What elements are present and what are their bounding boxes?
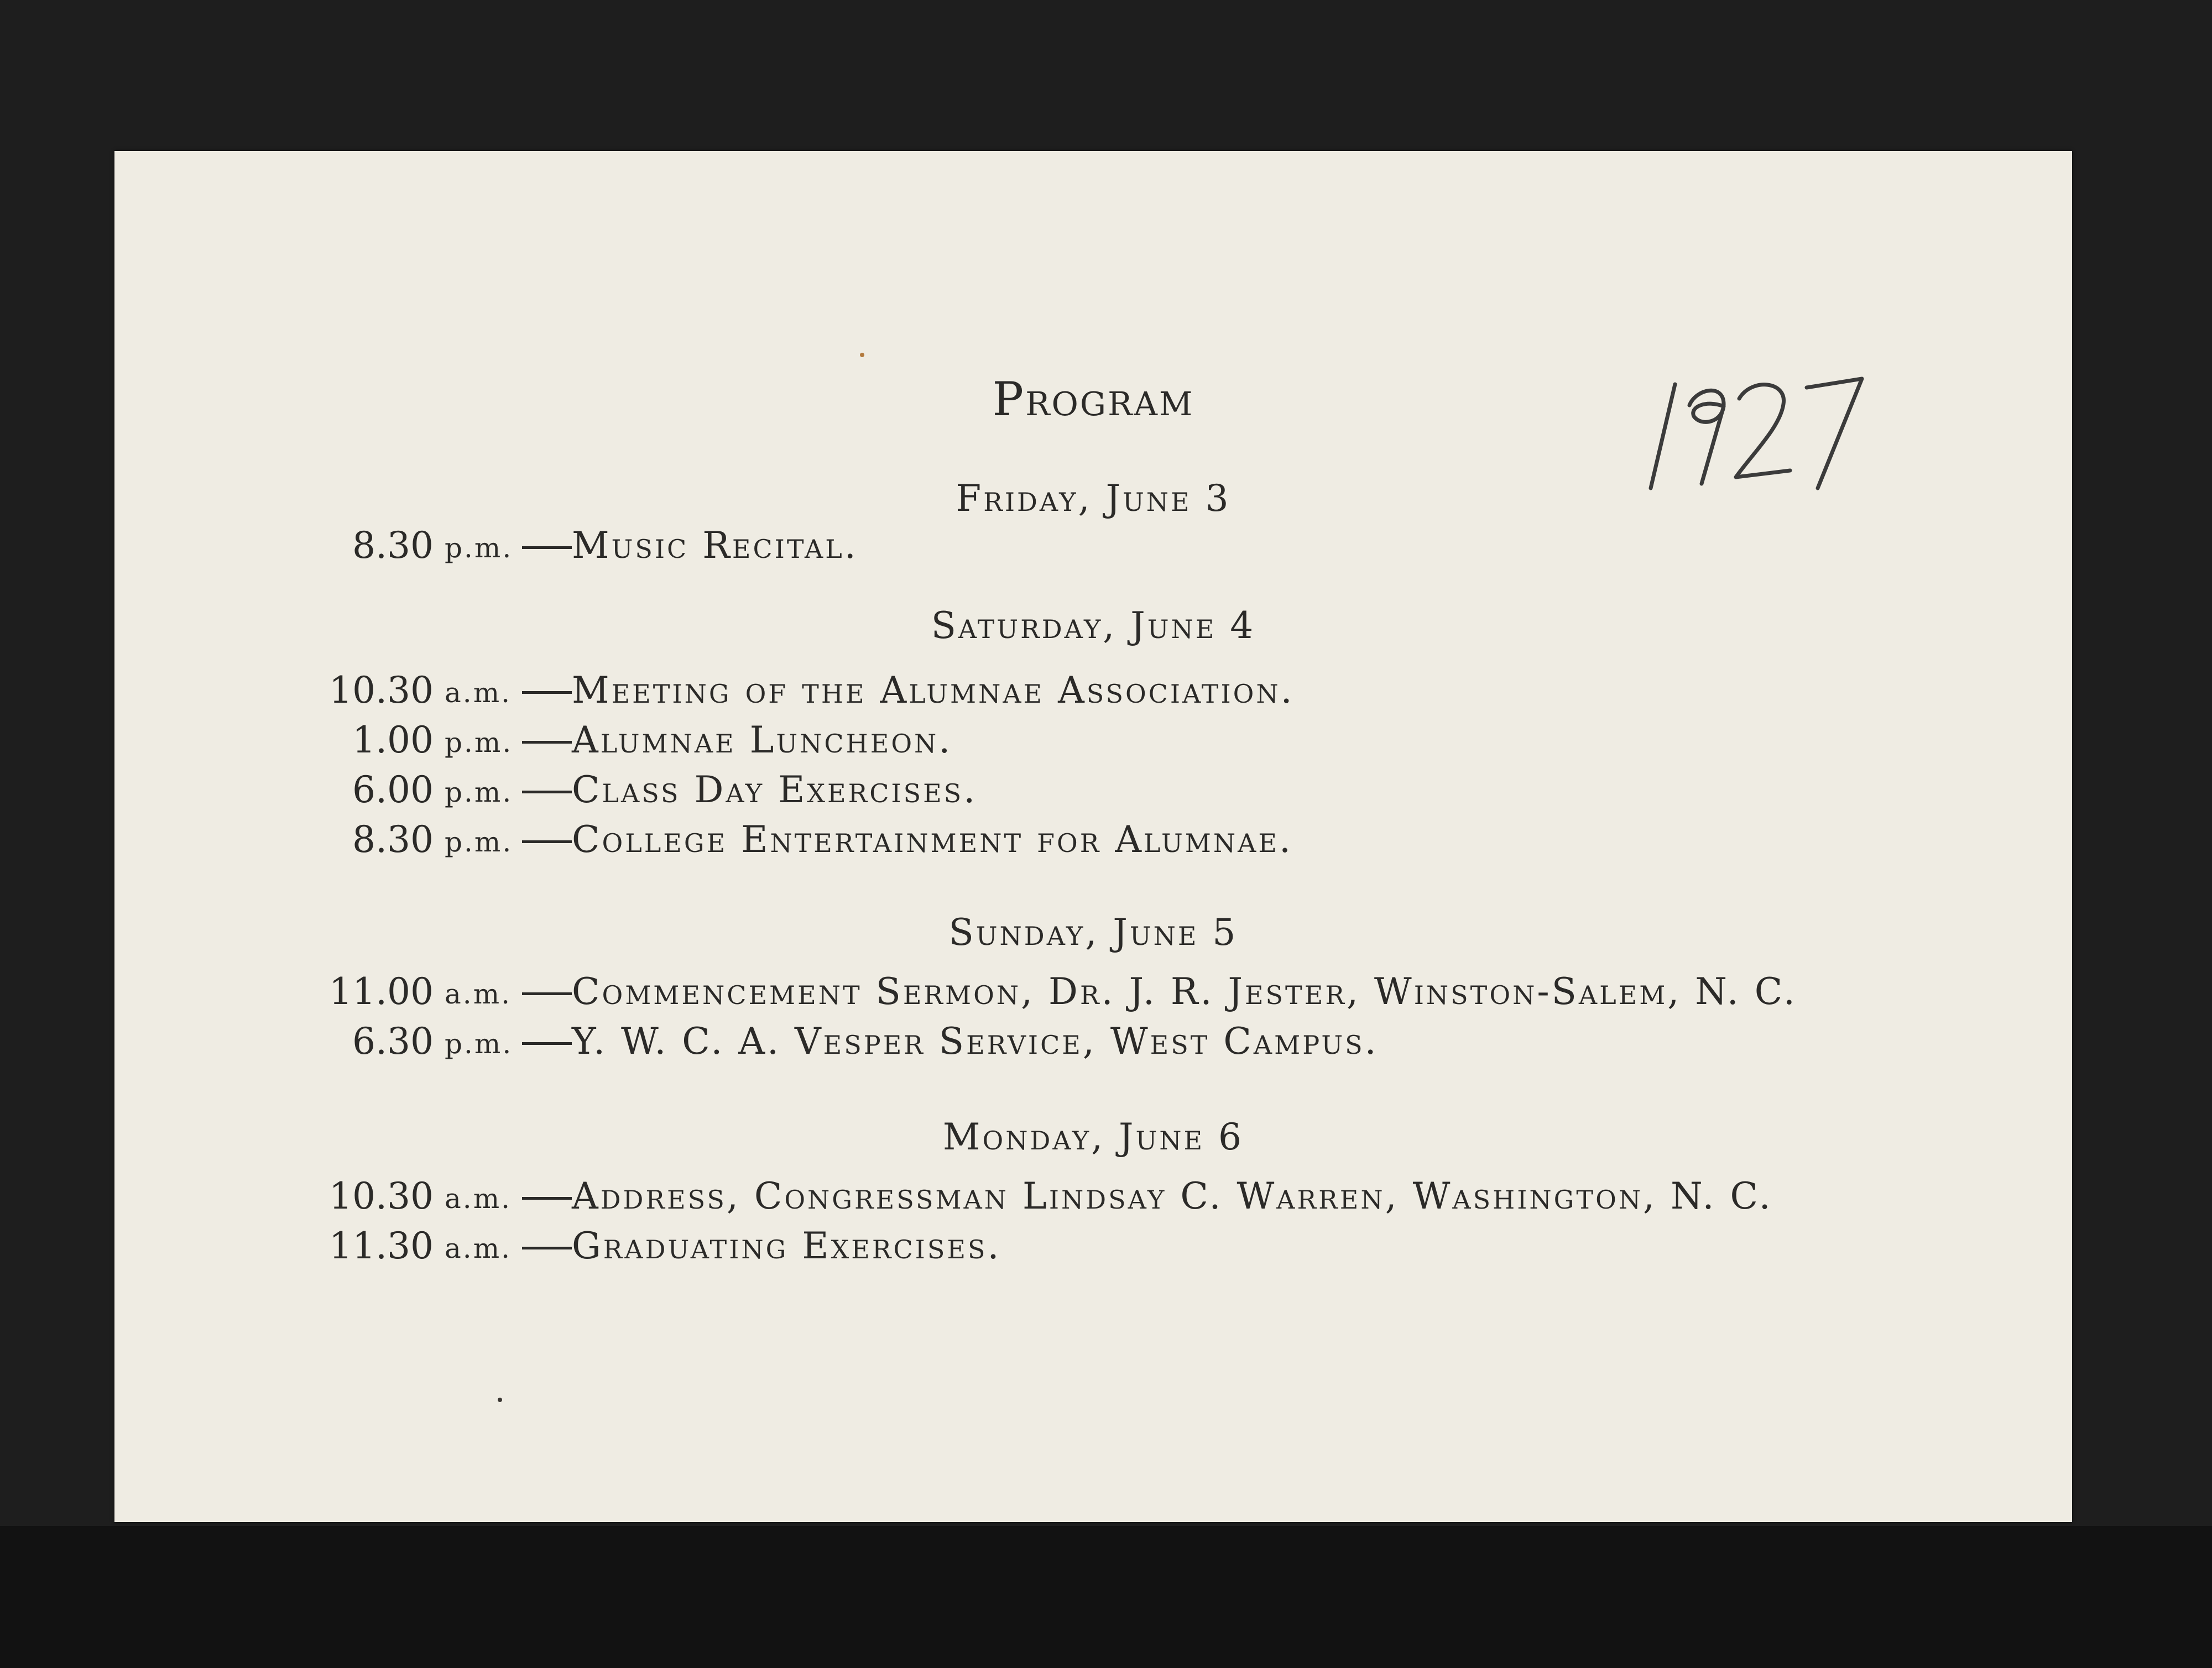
entry-time: 6.00 (352, 768, 434, 811)
entry-time: 11.00 (329, 970, 434, 1013)
entry-event: Meeting of the Alumnae Association. (572, 669, 1295, 712)
entry-time: 10.30 (329, 669, 434, 712)
entry-meridiem: p.m. (445, 1028, 513, 1060)
em-dash (522, 1247, 572, 1249)
entry-meridiem: a.m. (445, 1232, 512, 1264)
day-heading-monday: Monday, June 6 (942, 1116, 1244, 1158)
em-dash (522, 741, 572, 744)
entry-event: Address, Congressman Lindsay C. Warren, Washington, N. C. (572, 1175, 1773, 1217)
entry-meridiem: a.m. (445, 978, 512, 1010)
entry-event: Alumnae Luncheon. (572, 719, 953, 761)
entry-meridiem: a.m. (445, 677, 512, 709)
em-dash (522, 992, 572, 995)
entry-time: 11.30 (329, 1225, 434, 1267)
entry-time: 8.30 (352, 524, 434, 567)
entry-time: 6.30 (352, 1020, 434, 1063)
em-dash (522, 791, 572, 793)
day-heading-sunday: Sunday, June 5 (948, 911, 1238, 954)
entry-event: Graduating Exercises. (572, 1225, 1001, 1267)
entry-event: Music Recital. (572, 524, 858, 567)
paper-speck (860, 353, 864, 357)
entry-meridiem: a.m. (445, 1183, 512, 1215)
em-dash (522, 840, 572, 843)
em-dash (522, 1197, 572, 1200)
entry-meridiem: p.m. (445, 776, 513, 808)
day-heading-saturday: Saturday, June 4 (931, 604, 1256, 647)
entry-time: 1.00 (352, 719, 434, 761)
program-card (114, 151, 2072, 1522)
day-heading-friday: Friday, June 3 (956, 477, 1231, 520)
em-dash (522, 1042, 572, 1045)
entry-meridiem: p.m. (445, 726, 513, 759)
entry-time: 10.30 (329, 1175, 434, 1217)
lower-backdrop (0, 1526, 2212, 1668)
program-title: Program (992, 372, 1194, 426)
entry-meridiem: p.m. (445, 532, 513, 564)
entry-event: Class Day Exercises. (572, 768, 978, 811)
entry-event: College Entertainment for Alumnae. (572, 818, 1293, 861)
entry-event: Commencement Sermon, Dr. J. R. Jester, Winston-Salem, N. C. (572, 970, 1797, 1013)
program-content (114, 151, 2072, 1522)
em-dash (522, 691, 572, 694)
em-dash (522, 546, 572, 549)
entry-time: 8.30 (352, 818, 434, 861)
entry-event: Y. W. C. A. Vesper Service, West Campus. (572, 1020, 1379, 1063)
paper-speck (498, 1398, 502, 1402)
entry-meridiem: p.m. (445, 826, 513, 858)
